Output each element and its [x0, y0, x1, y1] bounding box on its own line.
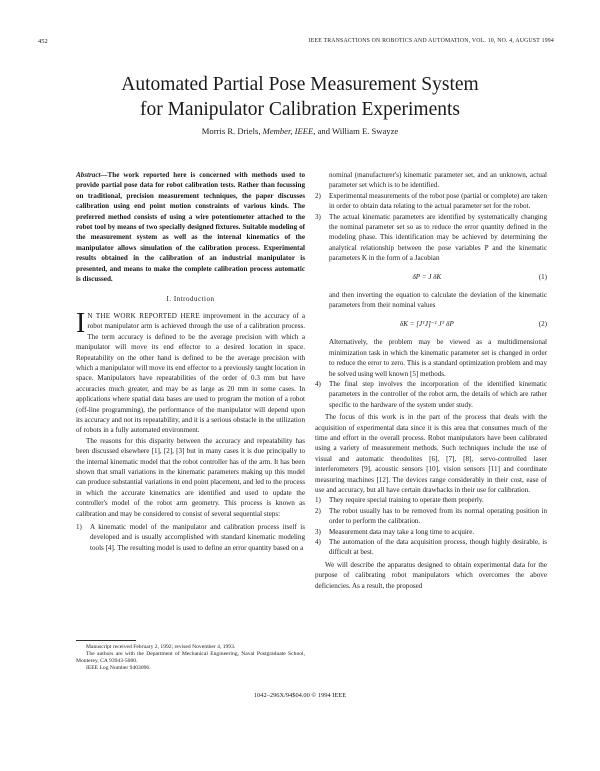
list-item	[315, 379, 547, 410]
equation-1-body: δP = J δK	[412, 272, 442, 281]
list-number: 2)	[315, 191, 321, 200]
running-head: IEEE TRANSACTIONS ON ROBOTICS AND AUTOMATION, VOL. 10, NO. 4, AUGUST 1994	[308, 38, 554, 44]
list-text: The actual kinematic parameters are identified by systematically changing the nominal parameter set so as to reduce the error quantity defined in the modeling phase. This identification may be achieved by determining the analytical relationship between the pose variables P and the kinematic parameters K in the form of a Jacobian	[329, 212, 547, 263]
equation-1-number: (1)	[538, 272, 547, 281]
equation-2-body: δK = [JᵀJ]⁻¹ Jᵀ δP	[399, 319, 454, 328]
list-text: nominal (manufacturer's) kinematic parameter set, and an unknown, actual parameter set which is to be identified.	[329, 171, 547, 190]
list-item	[76, 522, 305, 553]
abstract-label: Abstract—	[76, 171, 108, 179]
list-item	[315, 537, 547, 558]
intro-paragraph-2: The reasons for this disparity between the accuracy and repeatability has been discussed elsewhere [1], [2], [3] but in many cases it is due principally to the internal kinematic model that the robot controller has of the arm. It has been shown that small variations in the kinematic parameters making up this model can produce substantial variations in end point placement, and led to the process in which the accurate kinematics are identified and used to update the controller's model of the robot arm geometry. This process is known as calibration and may be considered to consist of several sequential steps:	[76, 436, 305, 518]
author-1: Morris R. Driels,	[201, 126, 261, 136]
footnote-received: Manuscript received February 2, 1992; revised November 4, 1993.	[86, 644, 236, 650]
list-number: 4)	[315, 538, 321, 546]
list-item	[315, 170, 547, 191]
list-number: 3)	[315, 212, 321, 221]
equation-explanation: and then inverting the equation to calculate the deviation of the kinematic parameters from their nominal values	[329, 291, 547, 310]
list-item	[315, 191, 547, 212]
list-number: 2)	[315, 506, 321, 515]
footnote	[76, 640, 305, 672]
alternative-paragraph: Alternatively, the problem may be viewed as a multidimensional minimization task in which the kinematic parameter set is changed in order to reduce the error to zero. This is a standard optimization problem and may be solved using well known [5] methods.	[329, 338, 547, 378]
footnote-ieee-log: IEEE Log Number 9403096.	[86, 665, 151, 671]
list-text: They require special training to operate them properly.	[329, 496, 484, 505]
right-column	[315, 170, 547, 591]
abstract	[76, 170, 305, 284]
left-column	[76, 170, 305, 553]
list-text: The final step involves the incorporation of the identified kinematic parameters in the controller of the robot arm, the details of which are rather specific to the hardware of the system under study.	[329, 379, 547, 409]
equation-2	[315, 319, 547, 329]
intro-paragraph-1	[76, 307, 305, 436]
abstract-text: The work reported here is concerned with methods used to provide partial pose data for robot calibration tests. Rather than focussing on traditional, precision measurement techniques, the paper discusses calibration using end point motion constraints of various kinds. The preferred method consists of using a wire potentiometer attached to the robot tool by means of two specially designed fixtures. Suitable modeling of the measurement system as well as the internal kinematics of the manipulator allows simulation of the calibration process. Experimental results obtained in the calibration of an industrial manipulator is presented, and means to make the complete calibration process automatic is discussed.	[76, 171, 305, 284]
list-number: 1)	[315, 496, 321, 505]
list-item	[315, 212, 547, 264]
author-line	[40, 126, 560, 136]
title-line-2: for Manipulator Calibration Experiments	[139, 99, 461, 120]
list-item	[315, 527, 547, 537]
list-text: The robot usually has to be removed from its normal operating position in order to perform the calibration.	[329, 506, 547, 526]
footnote-rule	[76, 640, 136, 641]
page-number: 452	[38, 38, 48, 45]
list-text: Experimental measurements of the robot pose (partial or complete) are taken in order to obtain data relating to the actual parameter set for the robot.	[329, 191, 547, 211]
body-paragraph-4: We will describe the apparatus designed to obtain experimental data for the purpose of calibrating robot manipulators which overcomes the above deficiencies. As a result, the proposed	[315, 560, 547, 590]
intro-lead: N THE WORK REPORTED HERE	[87, 311, 200, 320]
paper-title	[40, 72, 560, 122]
list-text: Measurement data may take a long time to acquire.	[329, 527, 475, 536]
footnote-affiliation: The authors are with the Department of Mechanical Engineering, Naval Postgraduate School, Monterey, CA 93943-5000.	[76, 651, 305, 664]
intro-text-1: improvement in the accuracy of a robot manipulator arm is achieved through the use of a calibration process. The term accuracy is defined to be the average precision with which a manipulator will move its end effector to a desired location in space. Repeatability on the other hand is defined to be the average precision with which a manipulator will move its end effector to a previously taught location in space. Manipulators have repeatabilities of the order of 0.3 mm but have accuracies much greater, and may be as large as 20 mm in some cases. In applications where spatial data bases are used to program the motion of a robot (off-line programming), the performance of the manipulator will depend upon its accuracy and not its repeatability, and it is a serious obstacle in the utilization of robots in a fully automated environment.	[76, 311, 305, 435]
section-heading: I. Introduction	[166, 295, 215, 304]
author-membership: Member, IEEE,	[262, 126, 316, 136]
body-paragraph-3: The focus of this work is in the part of the process that deals with the acquisition of experimental data since it is this area that consumes much of the time and effort in the overall process. Robot manipulators have been calibrated using a variety of measurement methods. Such techniques include the use of visual and automatic theodolites [6], [7], [8], servo-controlled laser interferometers [9], acoustic sensors [10], vision sensors [11] and coordinate measuring machines [12]. The devices range considerably in their cost, ease of use and accuracy, but all have certain drawbacks in their use for calibration.	[315, 413, 547, 494]
drop-cap: I	[76, 307, 86, 339]
list-text: The automation of the data acquisition process, though highly desirable, is difficult at best.	[329, 538, 547, 557]
title-line-1: Automated Partial Pose Measurement System	[121, 74, 479, 95]
copyright-line: 1042–296X/94$04.00 © 1994 IEEE	[253, 692, 347, 699]
list-number: 3)	[315, 527, 321, 536]
list-item	[315, 495, 547, 505]
list-item	[315, 506, 547, 527]
list-text: A kinematic model of the manipulator and calibration process itself is developed and is usually accomplished with standard kinematic modeling tools [4]. The resulting model is used to define an error quantity based on a	[90, 523, 305, 552]
equation-2-number: (2)	[538, 319, 547, 328]
list-number: 1)	[76, 523, 82, 531]
equation-1	[315, 272, 547, 282]
list-number: 4)	[315, 379, 321, 388]
author-2: and William E. Swayze	[317, 126, 399, 136]
